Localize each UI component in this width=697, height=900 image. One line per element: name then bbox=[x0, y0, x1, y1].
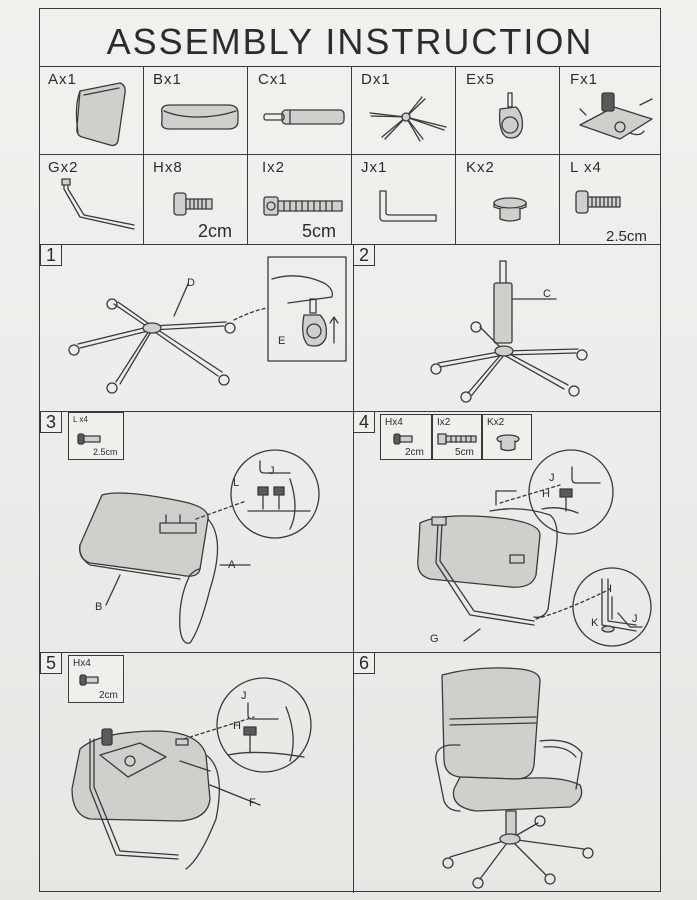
tag-f: F bbox=[249, 797, 256, 809]
divider bbox=[143, 66, 144, 244]
divider bbox=[455, 66, 456, 244]
hardware-label: Ix2 bbox=[437, 417, 451, 428]
tag-b: B bbox=[95, 601, 103, 613]
cap-icon bbox=[490, 195, 530, 225]
step4-detail-circle-top bbox=[528, 449, 614, 535]
part-label-e: Ex5 bbox=[466, 71, 495, 88]
seat-cushion-icon bbox=[158, 101, 242, 133]
part-length-l: 2.5cm bbox=[606, 228, 647, 245]
step-number-5: 5 bbox=[40, 652, 62, 674]
step-number-2: 2 bbox=[353, 244, 375, 266]
hardware-label: Hx4 bbox=[385, 417, 403, 428]
tag-k: K bbox=[591, 617, 599, 629]
short-bolt-icon bbox=[172, 191, 216, 217]
divider bbox=[40, 411, 660, 412]
tag-j: J bbox=[269, 465, 275, 477]
part-length-i: 5cm bbox=[302, 221, 337, 241]
part-label-g: Gx2 bbox=[48, 159, 79, 176]
step-number-6: 6 bbox=[353, 652, 375, 674]
step-number-4: 4 bbox=[353, 411, 375, 433]
tag-h: H bbox=[233, 720, 241, 732]
step4-detail-circle-bottom bbox=[572, 567, 652, 647]
divider bbox=[40, 66, 660, 67]
divider bbox=[351, 66, 352, 244]
part-label-c: Cx1 bbox=[258, 71, 288, 88]
part-label-l: L x4 bbox=[570, 159, 602, 176]
caster-icon bbox=[492, 91, 532, 143]
part-length-h: 2cm bbox=[198, 221, 233, 241]
tag-c: C bbox=[543, 288, 551, 300]
tag-i: I bbox=[609, 583, 613, 595]
divider bbox=[559, 66, 560, 244]
step4-hardware-box-k bbox=[482, 414, 532, 460]
part-label-j: Jx1 bbox=[361, 159, 388, 176]
gas-cylinder-icon bbox=[262, 107, 348, 127]
divider bbox=[40, 154, 660, 155]
short-bolt-icon bbox=[393, 433, 417, 445]
long-bolt-icon bbox=[262, 195, 346, 217]
long-bolt-icon bbox=[437, 433, 479, 445]
armrest-icon bbox=[54, 177, 140, 233]
tag-j-bottom: J bbox=[632, 613, 638, 625]
hardware-label: Kx2 bbox=[487, 417, 505, 428]
hardware-length: 2cm bbox=[99, 690, 118, 701]
cap-icon bbox=[495, 433, 521, 453]
part-label-h: Hx8 bbox=[153, 159, 183, 176]
part-label-f: Fx1 bbox=[570, 71, 599, 88]
hardware-length: 2.5cm bbox=[93, 447, 118, 457]
step4-hardware-box-h bbox=[380, 414, 432, 460]
allen-key-icon bbox=[374, 187, 440, 227]
hardware-length: 5cm bbox=[455, 447, 474, 458]
star-base-icon bbox=[362, 91, 452, 143]
bolt-icon bbox=[574, 189, 624, 215]
divider bbox=[247, 66, 248, 244]
instruction-frame bbox=[39, 8, 661, 892]
hardware-length: 2cm bbox=[405, 447, 424, 458]
divider bbox=[40, 652, 660, 653]
part-label-d: Dx1 bbox=[361, 71, 391, 88]
step-number-3: 3 bbox=[40, 411, 62, 433]
tag-g: G bbox=[430, 633, 439, 645]
tag-j-top: J bbox=[549, 472, 555, 484]
page-title: ASSEMBLY INSTRUCTION bbox=[106, 21, 594, 62]
tag-a: A bbox=[228, 559, 236, 571]
tag-d: D bbox=[187, 277, 195, 289]
part-label-b: Bx1 bbox=[153, 71, 182, 88]
divider bbox=[40, 244, 660, 245]
step4-hardware-box-i bbox=[432, 414, 482, 460]
hardware-label: L x4 bbox=[73, 415, 88, 424]
part-label-k: Kx2 bbox=[466, 159, 495, 176]
tag-h: H bbox=[542, 488, 550, 500]
step3-detail-circle bbox=[230, 449, 320, 539]
short-bolt-icon bbox=[79, 674, 103, 686]
part-label-i: Ix2 bbox=[262, 159, 286, 176]
step1-detail-inset bbox=[268, 257, 348, 363]
bolt-icon bbox=[77, 433, 103, 445]
tag-e: E bbox=[278, 335, 286, 347]
step6-finished-chair-illustration bbox=[420, 661, 640, 889]
tag-j: J bbox=[241, 690, 247, 702]
step-number-1: 1 bbox=[40, 244, 62, 266]
step5-hardware-box bbox=[68, 655, 124, 703]
step5-detail-circle bbox=[216, 677, 312, 773]
step3-hardware-box bbox=[68, 412, 124, 460]
tilt-mechanism-icon bbox=[574, 87, 658, 147]
backrest-icon bbox=[70, 77, 130, 149]
hardware-label: Hx4 bbox=[73, 658, 91, 669]
step2-base-cylinder-illustration bbox=[428, 259, 638, 399]
part-label-a: Ax1 bbox=[48, 71, 77, 88]
tag-l: L bbox=[233, 477, 240, 489]
